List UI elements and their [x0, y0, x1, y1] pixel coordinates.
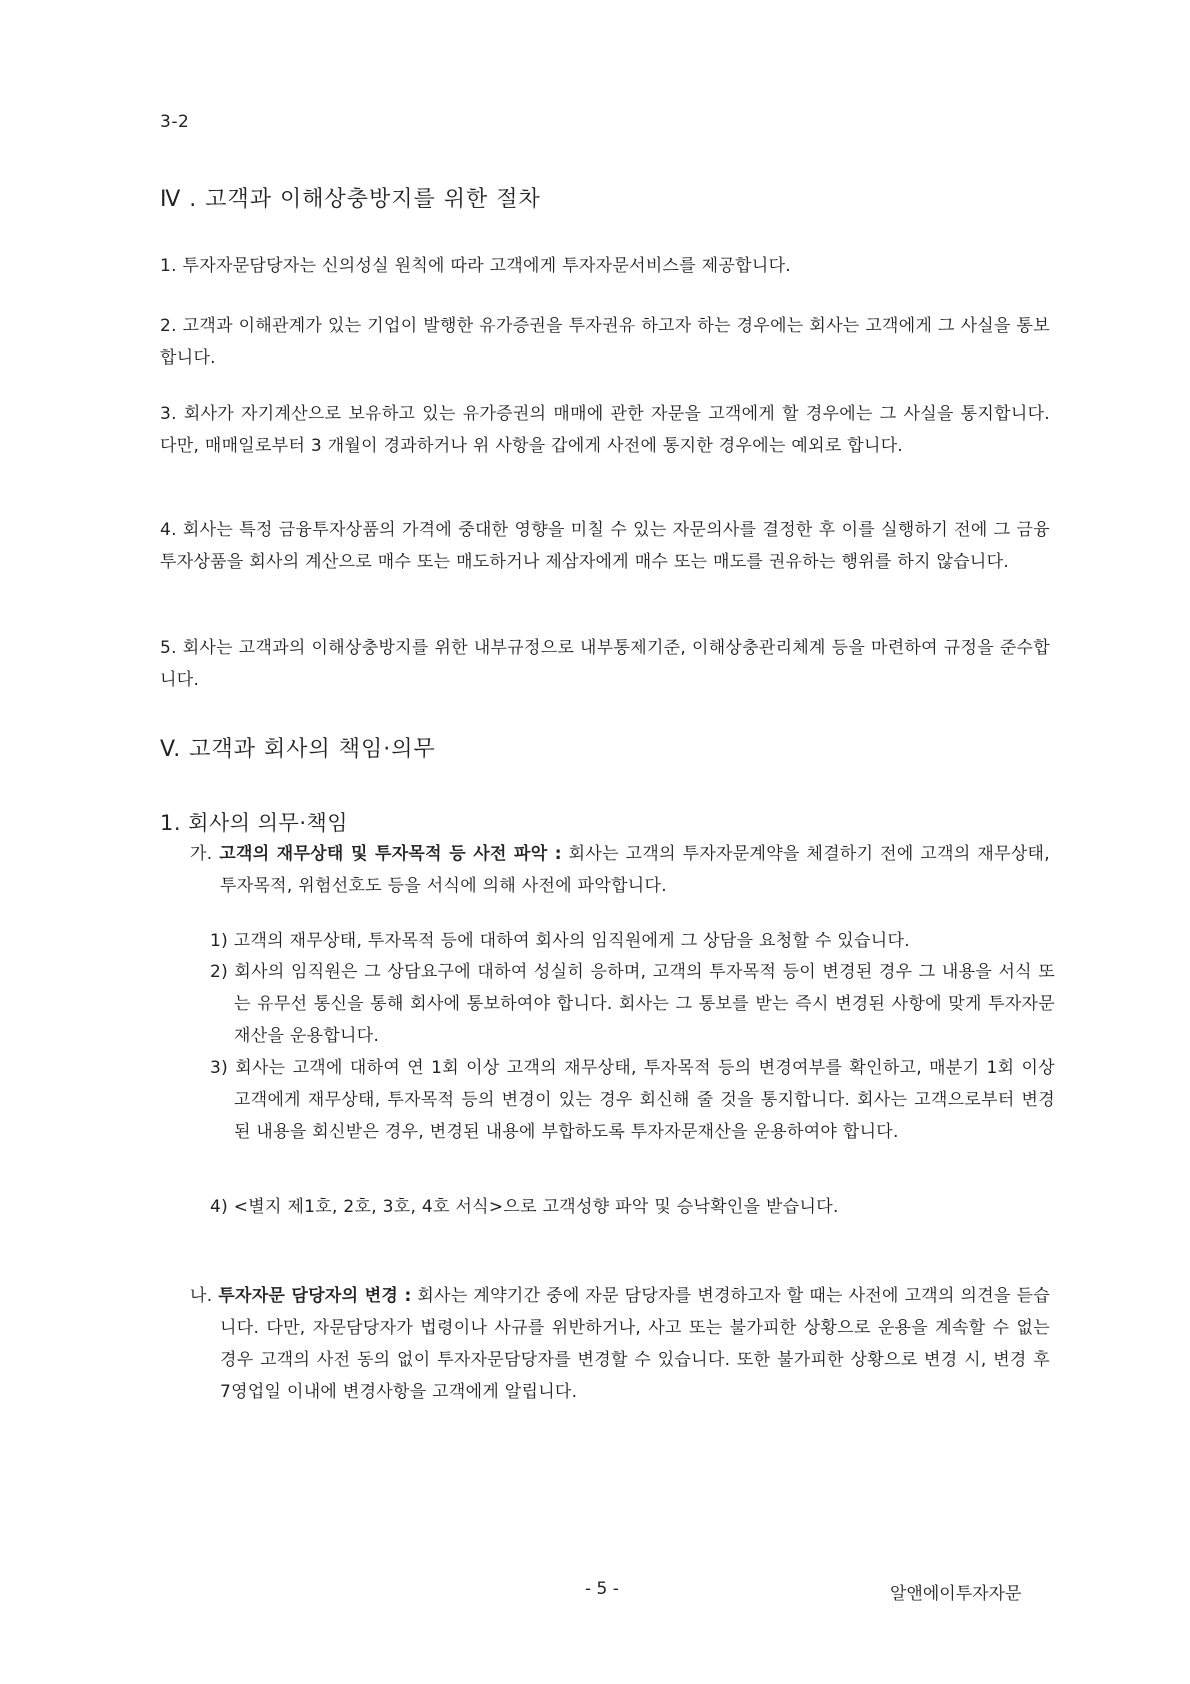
section-4-paragraph-1: 1. 투자자문담당자는 신의성실 원칙에 따라 고객에게 투자자문서비스를 제공합니다. [160, 256, 791, 276]
section-4-paragraph-4: 4. 회사는 특정 금융투자상품의 가격에 중대한 영향을 미칠 수 있는 자문의사를 결정한 후 이를 실행하기 전에 그 금융투자상품을 회사의 계산으로 매수 또는 매도하거나 제삼자에게 매수 또는 매도를 권유하는 행위를 하지 않습니다. [160, 520, 1050, 572]
footer-company-name: 알앤에이투자자문 [890, 1584, 1022, 1604]
item-ga-marker: 가. [190, 844, 213, 864]
footer-page-number: - 5 - [585, 1579, 619, 1599]
numbered-item-3: 3) 회사는 고객에 대하여 연 1회 이상 고객의 재무상태, 투자목적 등의 변경여부를 확인하고, 매분기 1회 이상 고객에게 재무상태, 투자목적 등의 변경이 있는 경우 회신해 줄 것을 통지합니다. 회사는 고객으로부터 변경된 내용을 회신받은 경우, 변경된 내용에 부합하도록 투자자문재산을 운용하여야 합니다. [210, 1058, 1055, 1142]
section-4-paragraph-3: 3. 회사가 자기계산으로 보유하고 있는 유가증권의 매매에 관한 자문을 고객에게 할 경우에는 그 사실을 통지합니다. 다만, 매매일로부터 3 개월이 경과하거나 위 사항을 갑에게 사전에 통지한 경우에는 예외로 합니다. [160, 404, 1050, 456]
numbered-item-2: 2) 회사의 임직원은 그 상담요구에 대하여 성실히 응하며, 고객의 투자목적 등이 변경된 경우 그 내용을 서식 또는 유무선 통신을 통해 회사에 통보하여야 합니다. 회사는 그 통보를 받는 즉시 변경된 사항에 맞게 투자자문재산을 운용합니다. [210, 962, 1055, 1046]
numbered-item-1: 1) 고객의 재무상태, 투자목적 등에 대하여 회사의 임직원에게 그 상담을 요청할 수 있습니다. [210, 931, 910, 951]
section-4-title: Ⅳ . 고객과 이해상충방지를 위한 절차 [160, 187, 541, 212]
numbered-item-4: 4) <별지 제1호, 2호, 3호, 4호 서식>으로 고객성향 파악 및 승낙확인을 받습니다. [210, 1197, 839, 1217]
item-na-body: 회사는 계약기간 중에 자문 담당자를 변경하고자 할 때는 사전에 고객의 의견을 듣습니다. 다만, 자문담당자가 법령이나 사규를 위반하거나, 사고 또는 불가피한 상황으로 운용을 계속할 수 없는 경우 고객의 사전 동의 없이 투자자문담당자를 변경할 수 있습니다. 또한 불가피한 상황으로 변경 시, 변경 후 7영업일 이내에 변경사항을 고객에게 알립니다. [220, 1286, 1050, 1402]
subsection-1-title: 1. 회사의 의무·책임 [160, 811, 349, 835]
item-ga-body: 회사는 고객의 투자자문계약을 체결하기 전에 고객의 재무상태, 투자목적, 위험선호도 등을 서식에 의해 사전에 파악합니다. [220, 844, 1050, 896]
item-ga-heading: 고객의 재무상태 및 투자목적 등 사전 파악 : [219, 844, 562, 864]
section-4-paragraph-5: 5. 회사는 고객과의 이해상충방지를 위한 내부규정으로 내부통제기준, 이해상충관리체계 등을 마련하여 규정을 준수합니다. [160, 638, 1050, 690]
item-na-heading: 투자자문 담당자의 변경 : [218, 1286, 412, 1306]
item-na [190, 1280, 1050, 1408]
section-4-paragraph-2: 2. 고객과 이해관계가 있는 기업이 발행한 유가증권을 투자권유 하고자 하는 경우에는 회사는 고객에게 그 사실을 통보합니다. [160, 316, 1050, 368]
item-na-marker: 나. [190, 1286, 213, 1306]
document-label: 3-2 [160, 112, 190, 132]
item-ga [190, 838, 1050, 902]
section-5-title: V. 고객과 회사의 책임·의무 [160, 737, 436, 762]
